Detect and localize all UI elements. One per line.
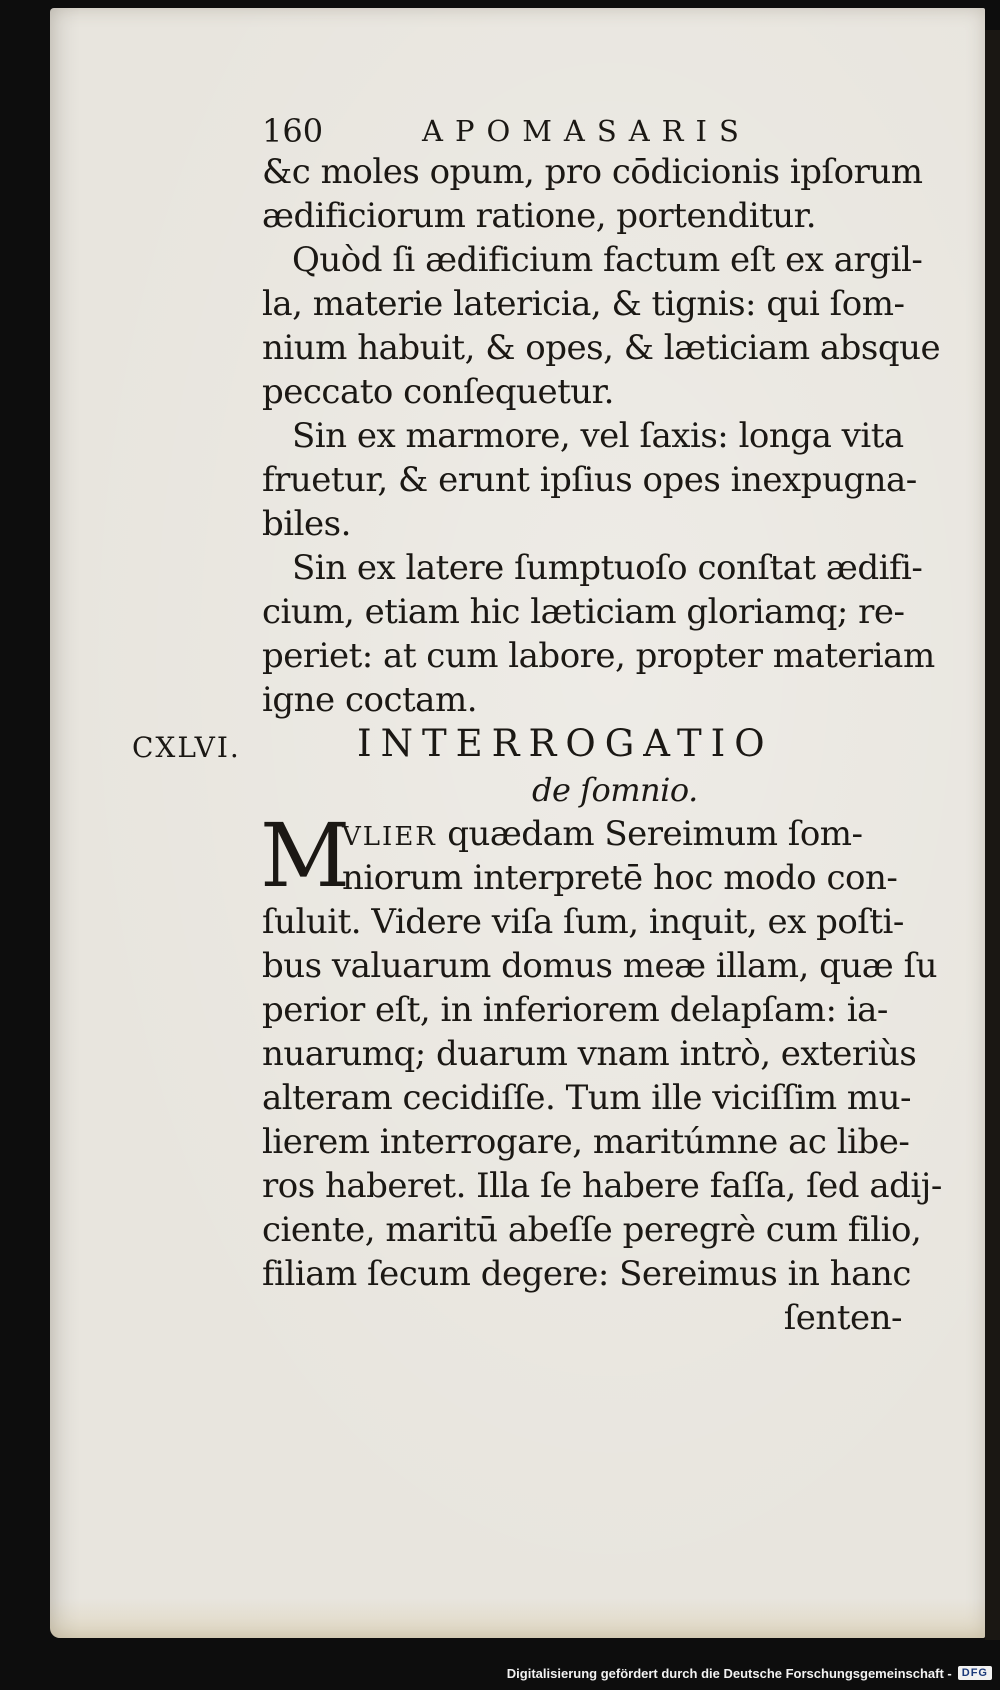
paragraph-line: filiam ſecum degere: Sereimus in hanc: [262, 1254, 911, 1294]
running-title: APOMASARIS: [422, 114, 751, 148]
paragraph-line: fruetur, & erunt ipſius opes inexpugna-: [262, 460, 917, 500]
drop-cap-initial: M: [260, 804, 350, 907]
paragraph-line: periet: at cum labore, propter materiam: [262, 636, 935, 676]
first-line-text: quædam Sereimum ſom-: [447, 814, 863, 854]
book-binding: [985, 30, 1000, 1640]
paragraph-line: Sin ex latere ſumptuoſo conſtat ædifi-: [292, 548, 923, 588]
paragraph-line: igne coctam.: [262, 680, 477, 720]
text-block: [132, 150, 942, 1340]
page-number: 160: [262, 112, 324, 150]
footer-text: Digitalisierung gefördert durch die Deutsche Forschungsgemeinschaft -: [506, 1665, 952, 1681]
initial-paragraph-start: [260, 804, 902, 907]
section-heading: INTERROGATIO: [357, 722, 774, 765]
paragraph-line: bus valuarum domus meæ illam, quæ ſu: [262, 946, 938, 986]
text-line: &c moles opum, pro cōdicionis ipſorum: [262, 152, 923, 192]
paragraph-line: nuarumq; duarum vnam intrò, exteriùs: [262, 1034, 917, 1074]
paragraph-line: ſuluit. Videre viſa ſum, inquit, ex poſti-: [262, 902, 904, 942]
paragraph-line: ros haberet. Illa ſe habere faſſa, ſed adij-: [262, 1166, 942, 1206]
section-subheading: de ſomnio.: [532, 771, 698, 809]
digitization-footer: [507, 1662, 992, 1684]
dfg-logo-icon: DFG: [958, 1666, 992, 1680]
paragraph-line: peccato conſequetur.: [262, 372, 614, 412]
paragraph-line: [262, 812, 902, 856]
paragraph-line: niorum interpretē hoc modo con-: [342, 858, 898, 898]
text-line: ædificiorum ratione, portenditur.: [262, 196, 816, 236]
small-caps-word: VLIER: [342, 822, 437, 852]
section-heading-row: [132, 722, 902, 768]
paragraph-line: cium, etiam hic læticiam gloriamq; re-: [262, 592, 905, 632]
paragraph-line: biles.: [262, 504, 351, 544]
paragraph-line: ciente, maritū abeſſe peregrè cum filio,: [262, 1210, 922, 1250]
marginal-chapter-number: CXLVI.: [132, 731, 241, 764]
paragraph-line: alteram cecidiſſe. Tum ille viciſſim mu-: [262, 1078, 912, 1118]
paragraph-line: la, materie latericia, & tignis: qui ſom-: [262, 284, 905, 324]
paragraph-line: Quòd ſi ædificium factum eſt ex argil-: [292, 240, 923, 280]
paragraph-line: nium habuit, & opes, & læticiam absque: [262, 328, 941, 368]
running-head: [262, 112, 862, 152]
catchword: ſenten-: [783, 1298, 902, 1338]
paragraph-line: Sin ex marmore, vel ſaxis: longa vita: [292, 416, 904, 456]
paragraph-line: perior eſt, in inferiorem delapſam: ia-: [262, 990, 888, 1030]
paragraph-line: lierem interrogare, maritúmne ac libe-: [262, 1122, 910, 1162]
